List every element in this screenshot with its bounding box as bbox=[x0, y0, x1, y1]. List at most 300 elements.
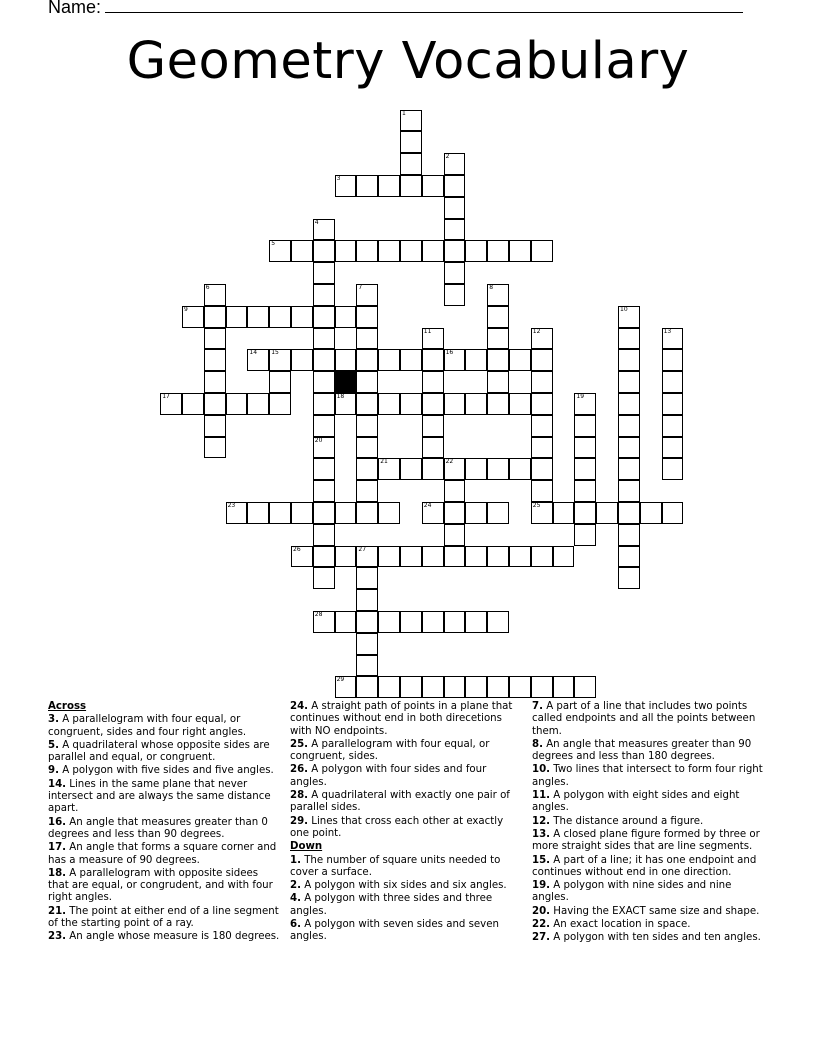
grid-cell[interactable] bbox=[444, 349, 466, 371]
grid-cell[interactable] bbox=[574, 676, 596, 698]
grid-cell[interactable] bbox=[204, 437, 226, 459]
grid-cell[interactable] bbox=[313, 546, 335, 568]
grid-cell[interactable] bbox=[487, 306, 509, 328]
grid-cell[interactable] bbox=[313, 524, 335, 546]
grid-cell[interactable] bbox=[531, 676, 553, 698]
grid-cell[interactable] bbox=[487, 349, 509, 371]
grid-cell[interactable] bbox=[574, 480, 596, 502]
grid-cell[interactable] bbox=[335, 611, 357, 633]
grid-cell[interactable] bbox=[487, 371, 509, 393]
clue-item bbox=[532, 906, 764, 918]
clue-item bbox=[290, 880, 522, 892]
grid-cell[interactable] bbox=[531, 393, 553, 415]
page-title: Geometry Vocabulary bbox=[126, 32, 690, 91]
grid-cell[interactable] bbox=[378, 611, 400, 633]
clue-item-text: A polygon with six sides and six angles. bbox=[300, 880, 507, 892]
grid-cell[interactable] bbox=[247, 349, 269, 371]
grid-cell[interactable] bbox=[422, 676, 444, 698]
grid-cell[interactable] bbox=[400, 676, 422, 698]
grid-cell[interactable] bbox=[531, 458, 553, 480]
grid-cell[interactable] bbox=[356, 480, 378, 502]
clue-item-number: 10. bbox=[532, 764, 551, 776]
grid-cell[interactable] bbox=[204, 371, 226, 393]
clue-item bbox=[290, 855, 522, 880]
grid-cell[interactable] bbox=[509, 546, 531, 568]
grid-cell[interactable] bbox=[313, 240, 335, 262]
clue-number: 23 bbox=[227, 502, 236, 509]
grid-cell[interactable] bbox=[444, 458, 466, 480]
grid-cell[interactable] bbox=[356, 175, 378, 197]
grid-cell[interactable] bbox=[247, 393, 269, 415]
clue-item-text: A polygon with eight sides and eight angles. bbox=[532, 790, 740, 814]
grid-cell[interactable] bbox=[444, 219, 466, 241]
grid-cell[interactable] bbox=[531, 502, 553, 524]
clue-item-number: 28. bbox=[290, 790, 309, 802]
clue-number: 25 bbox=[532, 502, 541, 509]
clue-item bbox=[290, 919, 522, 944]
clue-item-text: An angle whose measure is 180 degrees. bbox=[66, 931, 280, 943]
grid-cell[interactable] bbox=[335, 349, 357, 371]
grid-cell[interactable] bbox=[509, 393, 531, 415]
grid-cell[interactable] bbox=[422, 328, 444, 350]
clue-item-number: 16. bbox=[48, 816, 67, 828]
grid-cell[interactable] bbox=[291, 502, 313, 524]
clue-item-text: An angle that measures greater than 90 degrees and less than 180 degrees. bbox=[532, 738, 752, 763]
grid-cell[interactable] bbox=[618, 349, 640, 371]
grid-cell[interactable] bbox=[356, 393, 378, 415]
grid-cell[interactable] bbox=[356, 415, 378, 437]
clue-item-number: 12. bbox=[532, 815, 551, 827]
grid-cell[interactable] bbox=[226, 502, 248, 524]
grid-cell[interactable] bbox=[574, 458, 596, 480]
grid-cell[interactable] bbox=[422, 437, 444, 459]
grid-cell[interactable] bbox=[378, 393, 400, 415]
clue-item-number: 11. bbox=[532, 790, 551, 802]
grid-cell[interactable] bbox=[662, 371, 684, 393]
grid-cell[interactable] bbox=[269, 349, 291, 371]
grid-cell[interactable] bbox=[531, 546, 553, 568]
grid-cell[interactable] bbox=[444, 393, 466, 415]
grid-cell[interactable] bbox=[574, 415, 596, 437]
grid-cell[interactable] bbox=[356, 284, 378, 306]
clue-item-text: A part of a line; it has one endpoint and continues without end in one direction. bbox=[532, 854, 757, 878]
clue-number: 22 bbox=[445, 458, 454, 466]
grid-cell[interactable] bbox=[444, 480, 466, 502]
clue-number: 20 bbox=[314, 436, 323, 444]
grid-cell[interactable] bbox=[422, 415, 444, 437]
grid-cell[interactable] bbox=[444, 240, 466, 262]
grid-cell[interactable] bbox=[574, 524, 596, 546]
clue-number: 29 bbox=[336, 676, 345, 684]
grid-cell[interactable] bbox=[356, 676, 378, 698]
grid-cell[interactable] bbox=[291, 240, 313, 262]
grid-cell[interactable] bbox=[574, 393, 596, 415]
grid-block bbox=[335, 371, 357, 393]
clue-item bbox=[532, 790, 764, 815]
clue-item bbox=[532, 739, 764, 764]
grid-cell[interactable] bbox=[356, 502, 378, 524]
grid-cell[interactable] bbox=[335, 502, 357, 524]
clue-number: 13 bbox=[663, 327, 672, 335]
grid-cell[interactable] bbox=[356, 240, 378, 262]
clue-item-text: Two lines that intersect to form four right angles. bbox=[532, 764, 763, 788]
grid-cell[interactable] bbox=[487, 393, 509, 415]
grid-cell[interactable] bbox=[356, 589, 378, 611]
clue-number: 1 bbox=[402, 109, 406, 117]
clue-column-1 bbox=[48, 701, 280, 945]
grid-cell[interactable] bbox=[444, 262, 466, 284]
grid-cell[interactable] bbox=[400, 546, 422, 568]
grid-cell[interactable] bbox=[618, 502, 640, 524]
grid-cell[interactable] bbox=[444, 611, 466, 633]
clue-item-number: 20. bbox=[532, 905, 551, 917]
grid-cell[interactable] bbox=[662, 502, 684, 524]
clue-item-number: 2. bbox=[290, 880, 301, 892]
clue-item bbox=[290, 790, 522, 815]
clue-number: 27 bbox=[358, 545, 367, 553]
clue-number: 17 bbox=[162, 393, 170, 400]
clue-number: 21 bbox=[380, 458, 388, 466]
grid-cell[interactable] bbox=[487, 328, 509, 350]
grid-cell[interactable] bbox=[422, 349, 444, 371]
clue-item-text: A parallelogram with four equal, or congruent, sides. bbox=[290, 738, 490, 763]
grid-cell[interactable] bbox=[618, 546, 640, 568]
grid-cell[interactable] bbox=[356, 611, 378, 633]
grid-cell[interactable] bbox=[618, 306, 640, 328]
grid-cell[interactable] bbox=[226, 393, 248, 415]
clue-item-text: A straight path of points in a plane that continues without end in both direcetions with NO endpoints. bbox=[290, 701, 513, 737]
clue-item-text: An exact location in space. bbox=[550, 919, 691, 931]
clue-item-number: 3. bbox=[48, 714, 59, 726]
grid-cell[interactable] bbox=[487, 546, 509, 568]
grid-cell[interactable] bbox=[269, 393, 291, 415]
grid-cell[interactable] bbox=[400, 611, 422, 633]
grid-cell[interactable] bbox=[356, 437, 378, 459]
clue-item-text: A polygon with ten sides and ten angles. bbox=[550, 932, 761, 944]
grid-cell[interactable] bbox=[378, 175, 400, 197]
clue-number: 2 bbox=[445, 153, 450, 161]
grid-cell[interactable] bbox=[356, 633, 378, 655]
clue-item-text: A polygon with seven sides and seven angles. bbox=[290, 919, 499, 943]
grid-cell[interactable] bbox=[378, 546, 400, 568]
clue-item bbox=[48, 868, 280, 905]
grid-cell[interactable] bbox=[509, 458, 531, 480]
grid-cell[interactable] bbox=[553, 676, 575, 698]
grid-cell[interactable] bbox=[291, 306, 313, 328]
clue-item-number: 27. bbox=[532, 932, 551, 944]
clue-item bbox=[532, 764, 764, 789]
clue-item-text: A parallelogram with four equal, or congruent, sides and four right angles. bbox=[48, 714, 247, 738]
grid-cell[interactable] bbox=[531, 349, 553, 371]
grid-cell[interactable] bbox=[291, 546, 313, 568]
grid-cell[interactable] bbox=[487, 611, 509, 633]
grid-cell[interactable] bbox=[269, 306, 291, 328]
clue-item-number: 19. bbox=[532, 880, 551, 892]
grid-cell[interactable] bbox=[618, 524, 640, 546]
grid-cell[interactable] bbox=[313, 306, 335, 328]
grid-cell[interactable] bbox=[444, 524, 466, 546]
grid-cell[interactable] bbox=[618, 458, 640, 480]
clue-number: 19 bbox=[576, 393, 585, 400]
grid-cell[interactable] bbox=[400, 175, 422, 197]
clue-item bbox=[532, 829, 764, 854]
clue-number: 10 bbox=[620, 305, 628, 313]
clue-item-number: 21. bbox=[48, 905, 67, 917]
clue-section-header: Down bbox=[290, 841, 323, 853]
clue-item-text: A quadrilateral whose opposite sides are parallel and equal, or congruent. bbox=[48, 739, 270, 764]
grid-cell[interactable] bbox=[356, 655, 378, 677]
grid-cell[interactable] bbox=[313, 371, 335, 393]
grid-cell[interactable] bbox=[356, 546, 378, 568]
clue-item-text: A part of a line that includes two points called endpoints and all the points between them. bbox=[532, 701, 756, 737]
grid-cell[interactable] bbox=[487, 240, 509, 262]
grid-cell[interactable] bbox=[313, 328, 335, 350]
grid-cell[interactable] bbox=[531, 240, 553, 262]
grid-cell[interactable] bbox=[378, 349, 400, 371]
clue-item-number: 7. bbox=[532, 701, 543, 712]
grid-cell[interactable] bbox=[553, 502, 575, 524]
grid-cell[interactable] bbox=[531, 328, 553, 350]
grid-cell[interactable] bbox=[465, 611, 487, 633]
grid-cell[interactable] bbox=[335, 546, 357, 568]
clue-item-text: The point at either end of a line segment of the starting point of a ray. bbox=[48, 905, 279, 930]
grid-cell[interactable] bbox=[662, 458, 684, 480]
grid-cell[interactable] bbox=[400, 393, 422, 415]
clue-item-text: Having the EXACT same size and shape. bbox=[550, 905, 760, 917]
grid-cell[interactable] bbox=[247, 502, 269, 524]
grid-cell[interactable] bbox=[313, 393, 335, 415]
clue-item-text: The distance around a figure. bbox=[550, 815, 704, 827]
clue-number: 26 bbox=[293, 545, 301, 553]
grid-cell[interactable] bbox=[444, 546, 466, 568]
grid-cell[interactable] bbox=[356, 567, 378, 589]
grid-cell[interactable] bbox=[313, 284, 335, 306]
clue-item-text: A polygon with three sides and three angles. bbox=[290, 893, 493, 917]
grid-cell[interactable] bbox=[618, 480, 640, 502]
clue-item-number: 8. bbox=[532, 738, 543, 750]
clue-item bbox=[48, 779, 280, 816]
clue-item bbox=[48, 931, 280, 943]
grid-cell[interactable] bbox=[226, 306, 248, 328]
clue-item-text: Lines in the same plane that never intersect and are always the same distance apart. bbox=[48, 778, 271, 815]
clue-item bbox=[48, 817, 280, 842]
grid-cell[interactable] bbox=[378, 676, 400, 698]
grid-cell[interactable] bbox=[356, 371, 378, 393]
grid-cell[interactable] bbox=[422, 371, 444, 393]
clue-item-number: 6. bbox=[290, 919, 301, 931]
grid-cell[interactable] bbox=[269, 371, 291, 393]
grid-cell[interactable] bbox=[618, 393, 640, 415]
clue-item bbox=[532, 855, 764, 880]
grid-cell[interactable] bbox=[618, 371, 640, 393]
clue-number: 18 bbox=[336, 393, 345, 400]
grid-cell[interactable] bbox=[313, 415, 335, 437]
grid-cell[interactable] bbox=[400, 110, 422, 132]
grid-cell[interactable] bbox=[444, 676, 466, 698]
grid-cell[interactable] bbox=[465, 458, 487, 480]
grid-cell[interactable] bbox=[487, 676, 509, 698]
grid-cell[interactable] bbox=[465, 349, 487, 371]
grid-cell[interactable] bbox=[378, 458, 400, 480]
grid-cell[interactable] bbox=[204, 306, 226, 328]
grid-cell[interactable] bbox=[465, 240, 487, 262]
grid-cell[interactable] bbox=[313, 349, 335, 371]
clue-item-number: 18. bbox=[48, 867, 67, 879]
grid-cell[interactable] bbox=[662, 393, 684, 415]
clue-item bbox=[48, 740, 280, 765]
clue-item bbox=[48, 842, 280, 867]
grid-cell[interactable] bbox=[422, 502, 444, 524]
grid-cell[interactable] bbox=[662, 328, 684, 350]
grid-cell[interactable] bbox=[487, 458, 509, 480]
grid-cell[interactable] bbox=[574, 502, 596, 524]
clue-item-number: 5. bbox=[48, 739, 59, 751]
clue-number: 24 bbox=[423, 502, 432, 509]
grid-cell[interactable] bbox=[422, 240, 444, 262]
grid-cell[interactable] bbox=[444, 502, 466, 524]
grid-cell[interactable] bbox=[335, 240, 357, 262]
clue-item-number: 24. bbox=[290, 701, 309, 712]
clue-item bbox=[532, 816, 764, 828]
grid-cell[interactable] bbox=[313, 611, 335, 633]
grid-cell[interactable] bbox=[531, 415, 553, 437]
grid-cell[interactable] bbox=[618, 415, 640, 437]
clue-item-text: A polygon with five sides and five angles. bbox=[58, 765, 274, 777]
clue-number: 5 bbox=[271, 240, 276, 248]
clue-item-text: A polygon with four sides and four angles. bbox=[290, 764, 487, 788]
grid-cell[interactable] bbox=[487, 502, 509, 524]
clue-item-number: 23. bbox=[48, 931, 67, 943]
grid-cell[interactable] bbox=[247, 306, 269, 328]
grid-cell[interactable] bbox=[465, 546, 487, 568]
grid-cell[interactable] bbox=[335, 306, 357, 328]
clue-item-number: 4. bbox=[290, 893, 301, 905]
clue-item-text: An angle that forms a square corner and has a measure of 90 degrees. bbox=[48, 842, 277, 866]
grid-cell[interactable] bbox=[640, 502, 662, 524]
clue-number: 14 bbox=[249, 349, 258, 357]
clue-number: 3 bbox=[336, 175, 341, 182]
grid-cell[interactable] bbox=[444, 197, 466, 219]
grid-cell[interactable] bbox=[204, 328, 226, 350]
grid-cell[interactable] bbox=[356, 458, 378, 480]
grid-cell[interactable] bbox=[313, 502, 335, 524]
grid-cell[interactable] bbox=[182, 306, 204, 328]
grid-cell[interactable] bbox=[269, 502, 291, 524]
clue-item-text: A closed plane figure formed by three or more straight sides that are line segments. bbox=[532, 828, 760, 853]
grid-cell[interactable] bbox=[378, 502, 400, 524]
clue-number: 9 bbox=[184, 305, 188, 313]
grid-cell[interactable] bbox=[574, 437, 596, 459]
grid-cell[interactable] bbox=[531, 437, 553, 459]
grid-cell[interactable] bbox=[662, 415, 684, 437]
grid-cell[interactable] bbox=[596, 502, 618, 524]
grid-cell[interactable] bbox=[356, 349, 378, 371]
grid-cell[interactable] bbox=[487, 284, 509, 306]
grid-cell[interactable] bbox=[444, 284, 466, 306]
grid-cell[interactable] bbox=[465, 676, 487, 698]
grid-cell[interactable] bbox=[400, 240, 422, 262]
grid-cell[interactable] bbox=[662, 437, 684, 459]
grid-cell[interactable] bbox=[313, 458, 335, 480]
grid-cell[interactable] bbox=[204, 284, 226, 306]
grid-cell[interactable] bbox=[313, 219, 335, 241]
grid-cell[interactable] bbox=[422, 546, 444, 568]
grid-cell[interactable] bbox=[313, 480, 335, 502]
grid-cell[interactable] bbox=[313, 437, 335, 459]
grid-cell[interactable] bbox=[313, 567, 335, 589]
grid-cell[interactable] bbox=[444, 175, 466, 197]
grid-cell[interactable] bbox=[509, 240, 531, 262]
grid-cell[interactable] bbox=[465, 393, 487, 415]
clue-item bbox=[290, 764, 522, 789]
grid-cell[interactable] bbox=[531, 371, 553, 393]
grid-cell[interactable] bbox=[204, 393, 226, 415]
clue-item bbox=[290, 701, 522, 738]
clue-item-text: An angle that measures greater than 0 degrees and less than 90 degrees. bbox=[48, 816, 268, 840]
grid-cell[interactable] bbox=[269, 240, 291, 262]
grid-cell[interactable] bbox=[618, 567, 640, 589]
grid-cell[interactable] bbox=[422, 393, 444, 415]
grid-cell[interactable] bbox=[335, 676, 357, 698]
grid-cell[interactable] bbox=[356, 328, 378, 350]
grid-cell[interactable] bbox=[662, 349, 684, 371]
grid-cell[interactable] bbox=[400, 131, 422, 153]
grid-cell[interactable] bbox=[422, 611, 444, 633]
clue-item bbox=[532, 880, 764, 905]
clue-item-text: A quadrilateral with exactly one pair of parallel sides. bbox=[290, 790, 510, 814]
clue-item-number: 17. bbox=[48, 842, 67, 854]
clue-item bbox=[290, 893, 522, 918]
grid-cell[interactable] bbox=[509, 676, 531, 698]
grid-cell[interactable] bbox=[204, 349, 226, 371]
clue-item bbox=[532, 932, 764, 944]
grid-cell[interactable] bbox=[335, 175, 357, 197]
clue-item bbox=[290, 816, 522, 841]
grid-cell[interactable] bbox=[422, 458, 444, 480]
grid-cell[interactable] bbox=[618, 328, 640, 350]
grid-cell[interactable] bbox=[553, 546, 575, 568]
clue-item-text: A polygon with nine sides and nine angles. bbox=[532, 880, 732, 904]
grid-cell[interactable] bbox=[291, 349, 313, 371]
grid-cell[interactable] bbox=[160, 393, 182, 415]
grid-cell[interactable] bbox=[400, 153, 422, 175]
grid-cell[interactable] bbox=[378, 240, 400, 262]
grid-cell[interactable] bbox=[444, 153, 466, 175]
clue-column-2 bbox=[290, 701, 522, 945]
clue-item-number: 22. bbox=[532, 919, 551, 931]
clue-item-number: 29. bbox=[290, 815, 309, 827]
grid-cell[interactable] bbox=[509, 349, 531, 371]
grid-cell[interactable] bbox=[618, 437, 640, 459]
grid-cell[interactable] bbox=[356, 306, 378, 328]
clue-item-number: 9. bbox=[48, 765, 59, 777]
grid-cell[interactable] bbox=[182, 393, 204, 415]
grid-cell[interactable] bbox=[313, 262, 335, 284]
grid-cell[interactable] bbox=[335, 393, 357, 415]
clue-item bbox=[532, 701, 764, 738]
grid-cell[interactable] bbox=[531, 480, 553, 502]
clue-item-number: 15. bbox=[532, 854, 551, 866]
grid-cell[interactable] bbox=[400, 349, 422, 371]
grid-cell[interactable] bbox=[422, 175, 444, 197]
clue-number: 12 bbox=[532, 327, 541, 335]
clue-number: 4 bbox=[314, 218, 319, 226]
clue-number: 15 bbox=[271, 349, 279, 357]
grid-cell[interactable] bbox=[400, 458, 422, 480]
grid-cell[interactable] bbox=[465, 502, 487, 524]
clue-column-3 bbox=[532, 701, 764, 946]
grid-cell[interactable] bbox=[204, 415, 226, 437]
